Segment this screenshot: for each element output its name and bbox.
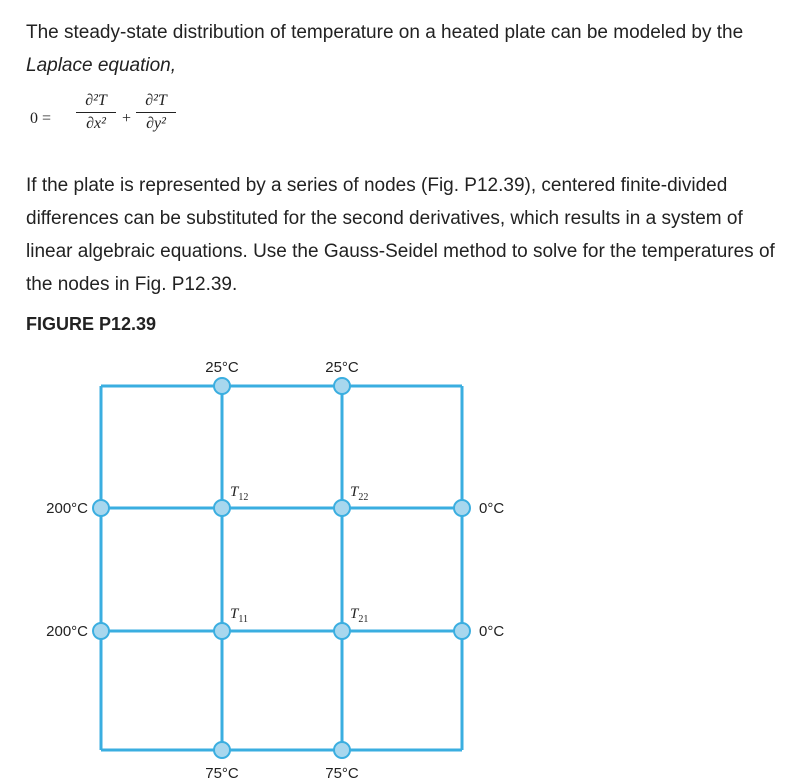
fraction-x-denominator: ∂x² (86, 115, 106, 132)
left-label-2: 200°C (46, 623, 88, 640)
plate-grid-nodes (93, 378, 470, 758)
fraction-y-numerator: ∂²T (145, 92, 167, 109)
node-label-t11: $T_{11}$ (230, 606, 248, 625)
laplace-term: Laplace equation, (26, 55, 177, 76)
interior-node-t21 (334, 623, 350, 639)
boundary-node-left-1 (93, 500, 109, 516)
fraction-y-denominator: ∂y² (146, 115, 166, 132)
top-label-1: 25°C (205, 359, 239, 376)
boundary-node-bottom-2 (334, 742, 350, 758)
plate-grid-lines (101, 386, 462, 750)
boundary-node-bottom-1 (214, 742, 230, 758)
interior-node-t12 (214, 500, 230, 516)
right-label-1: 0°C (479, 500, 505, 517)
fraction-y (136, 92, 176, 133)
bottom-label-1: 75°C (205, 765, 239, 782)
bottom-label-2: 75°C (325, 765, 359, 782)
interior-node-t22 (334, 500, 350, 516)
right-label-2: 0°C (479, 623, 505, 640)
intro-paragraph (26, 16, 786, 82)
plate-node-figure (0, 340, 801, 782)
intro-text: The steady-state distribution of temperature on a heated plate can be modeled by the (26, 22, 744, 43)
equation-plus: + (122, 110, 132, 127)
fraction-x-numerator: ∂²T (85, 92, 107, 109)
boundary-node-top-2 (334, 378, 350, 394)
boundary-node-left-2 (93, 623, 109, 639)
top-label-2: 25°C (325, 359, 359, 376)
node-label-t12: $T_{12}$ (230, 484, 249, 503)
fraction-x (76, 92, 116, 133)
left-label-1: 200°C (46, 500, 88, 517)
boundary-node-right-1 (454, 500, 470, 516)
equation-lhs: 0 = (30, 110, 52, 127)
figure-heading: FIGURE P12.39 (26, 314, 157, 334)
boundary-node-top-1 (214, 378, 230, 394)
boundary-node-right-2 (454, 623, 470, 639)
interior-node-t11 (214, 623, 230, 639)
body-paragraph: If the plate is represented by a series of nodes (Fig. P12.39), centered finite-divided differences can be substituted for the second derivatives, which results in a system of linear algebraic equations. Use the Gauss-Seidel method to solve for the temperatures of the nodes in Fig. P12.39. (26, 175, 775, 295)
node-label-t21: $T_{21}$ (350, 606, 369, 625)
node-label-t22: $T_{22}$ (350, 484, 369, 503)
